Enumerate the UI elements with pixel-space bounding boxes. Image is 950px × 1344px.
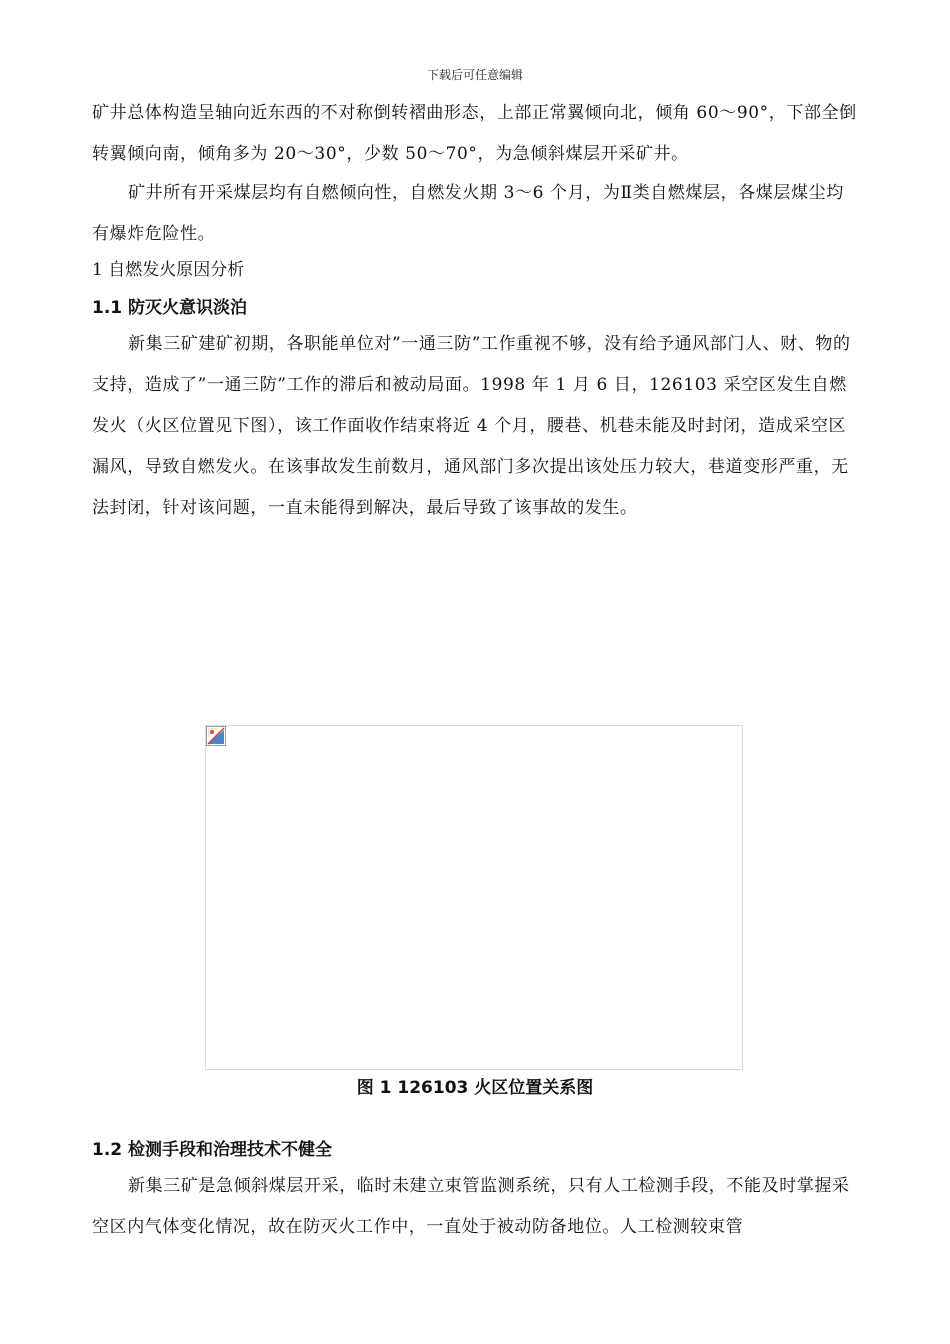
figure-caption: 图 1 126103 火区位置关系图 — [356, 1078, 594, 1098]
paragraph-fire-prevention-awareness: 新集三矿建矿初期，各职能单位对”一通三防”工作重视不够，没有给予通风部门人、财、物的支持，造成了”一通三防”工作的滞后和被动局面。1998 年 1 月 6 日，126103 采空区发生自燃发火（火区位置见下图），该工作面收作结束将近 4 个月，腰巷、机巷未能及时封闭，造成采空区漏风，导致自燃发火。在该事故发生前数月，通风部门多次提出该处压力较大，巷道变形严重，无法封闭，针对该问题，一直未能得到解决，最后导致了该事故的发生。 — [92, 334, 851, 518]
paragraph-detection-methods: 新集三矿是急倾斜煤层开采，临时未建立束管监测系统，只有人工检测手段，不能及时掌握采空区内气体变化情况，故在防灭火工作中，一直处于被动防备地位。人工检测较束管 — [92, 1176, 850, 1237]
page-header: 下载后可任意编辑 — [426, 68, 523, 82]
paragraph-spontaneous-combustion: 矿井所有开采煤层均有自燃倾向性，自燃发火期 3～6 个月，为Ⅱ类自燃煤层，各煤层煤尘均有爆炸危险性。 — [92, 183, 844, 244]
broken-image-icon — [206, 726, 226, 746]
section-heading-1-1: 1.1 防灭火意识淡泊 — [92, 298, 248, 318]
figure-image-placeholder — [205, 725, 743, 1070]
section-heading-1-2: 1.2 检测手段和治理技术不健全 — [92, 1140, 333, 1160]
section-heading-1: 1 自燃发火原因分析 — [92, 260, 245, 280]
paragraph-structure: 矿井总体构造呈轴向近东西的不对称倒转褶曲形态，上部正常翼倾向北，倾角 60～90°，下部全倒转翼倾向南，倾角多为 20～30°，少数 50～70°，为急倾斜煤层开采矿井。 — [92, 103, 857, 164]
